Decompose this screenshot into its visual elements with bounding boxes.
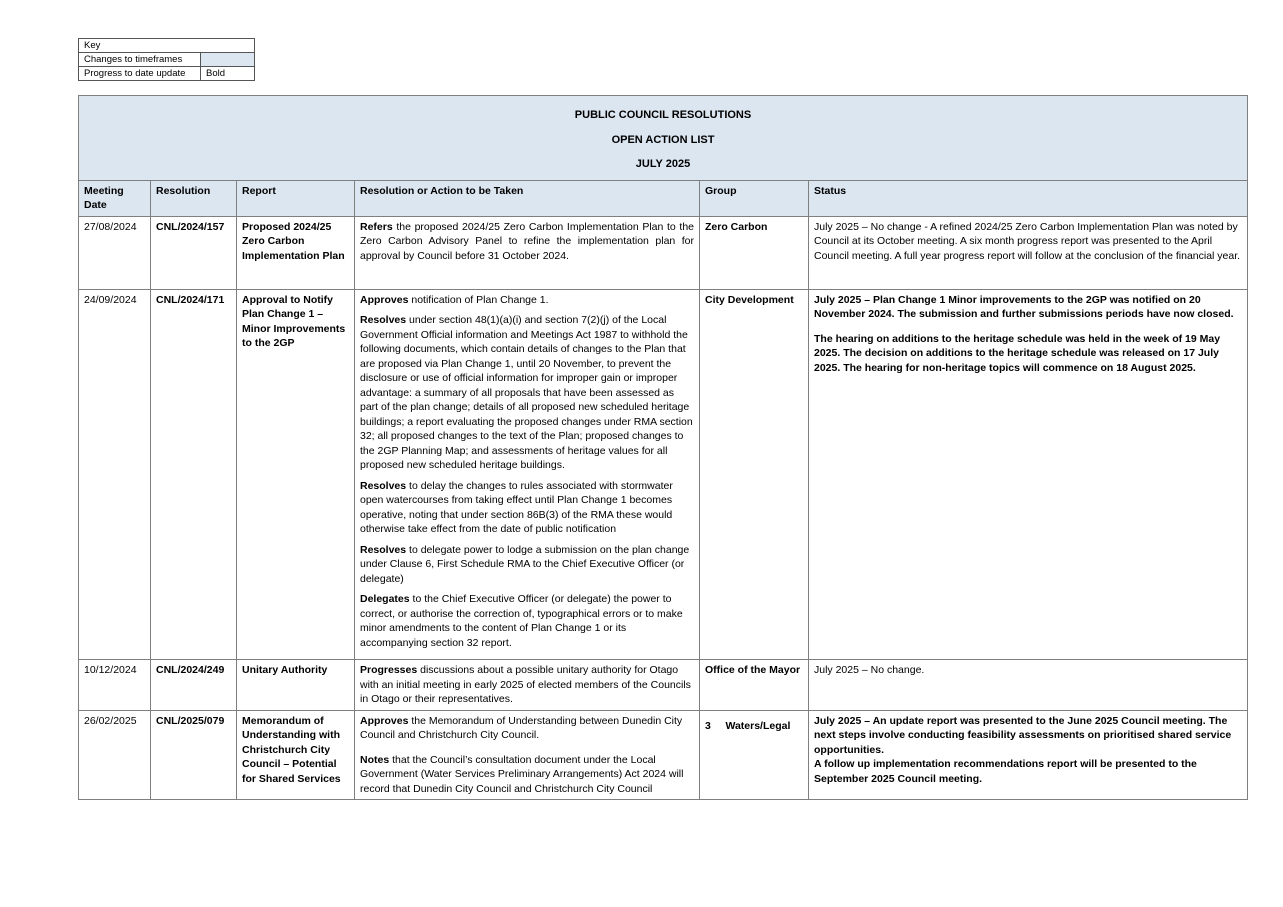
col-report: Report	[237, 180, 355, 216]
row-group: City Development	[700, 289, 809, 660]
col-meeting-date: Meeting Date	[79, 180, 151, 216]
status-paragraph: July 2025 – Plan Change 1 Minor improvements to the 2GP was notified on 20 November 2024. The submission and further submissions periods have now closed.	[814, 293, 1234, 320]
action-verb: Notes	[360, 753, 390, 766]
table-row	[79, 216, 1248, 289]
col-resolution: Resolution	[151, 180, 237, 216]
action-verb: Progresses	[360, 664, 418, 676]
action-text: the Memorandum of Understanding between Dunedin City Council and Christchurch City Council.	[360, 714, 683, 741]
col-group: Group	[700, 180, 809, 216]
row-group: Zero Carbon	[700, 216, 809, 289]
key-title: Key	[79, 39, 255, 53]
row-action	[355, 710, 700, 800]
row-status	[809, 710, 1248, 800]
col-status: Status	[809, 180, 1248, 216]
row-resolution: CNL/2024/157	[151, 216, 237, 289]
row-date: 24/09/2024	[79, 289, 151, 660]
row-group	[700, 710, 809, 800]
action-verb: Resolves	[360, 543, 407, 556]
status-paragraph: July 2025 – An update report was presented to the June 2025 Council meeting. The next steps involve conducting feasibility assessments on prioritised shared service opportunities.	[814, 714, 1232, 756]
action-verb: Approves	[360, 714, 409, 727]
group-number: 3	[705, 719, 711, 732]
key-value-progress: Bold	[201, 67, 255, 81]
row-action	[355, 289, 700, 660]
row-date: 10/12/2024	[79, 660, 151, 711]
row-resolution: CNL/2024/171	[151, 289, 237, 660]
row-resolution: CNL/2024/249	[151, 660, 237, 711]
row-action	[355, 216, 700, 289]
row-status: July 2025 – No change - A refined 2024/25 Zero Carbon Implementation Plan was noted by Council at its October meeting. A six month progress report was presented to the April Council meeting. A full year progress report will follow at the conclusion of the financial year.	[809, 216, 1248, 289]
header-subtitle: OPEN ACTION LIST	[611, 133, 715, 146]
row-resolution: CNL/2025/079	[151, 710, 237, 800]
action-verb: Refers	[360, 220, 393, 233]
row-action	[355, 660, 700, 711]
row-report: Proposed 2024/25 Zero Carbon Implementation Plan	[237, 216, 355, 289]
key-label-progress: Progress to date update	[79, 67, 201, 81]
action-text: under section 48(1)(a)(i) and section 7(2)(j) of the Local Government Official information and Meetings Act 1987 to withhold the following documents, which contain details of changes to the Plan that are proposed via Plan Change 1, until 20 November, to prevent the disclosure or use of official information for improper gain or improper advantage: a summary of all proposals that have been assessed as part of the plan change; details of all proposed new scheduled heritage buildings; a report evaluating the proposed changes under RMA section 32; all proposed changes to the text of the Plan; proposed changes to the 2GP Planning Map; and assessments of heritage values for all proposed new scheduled heritage buildings.	[360, 314, 693, 471]
action-text: to delay the changes to rules associated with stormwater open watercourses from taking effect until Plan Change 1 becomes operative, noting that under section 86B(3) of the RMA these would otherwise take effect from the date of public notification	[360, 479, 673, 535]
table-row	[79, 710, 1248, 800]
action-text: that the Council’s consultation document under the Local Government (Water Services Preliminary Arrangements) Act 2024 will record that Dunedin City Council and Christchurch City Council	[360, 753, 684, 795]
row-report: Memorandum of Understanding with Christchurch City Council – Potential for Shared Services	[237, 710, 355, 800]
action-verb: Resolves	[360, 314, 407, 326]
status-paragraph: The hearing on additions to the heritage schedule was held in the week of 19 May 2025. The decision on additions to the heritage schedule was released on 17 July 2025. The hearing for non-heritage topics will commence on 18 August 2025.	[814, 332, 1221, 374]
group-name: Waters/Legal	[725, 719, 791, 732]
action-text: the proposed 2024/25 Zero Carbon Implementation Plan to the Zero Carbon Advisory Panel to refine the implementation plan for approval by Council before 31 October 2024.	[360, 220, 694, 262]
row-report: Approval to Notify Plan Change 1 – Minor Improvements to the 2GP	[237, 289, 355, 660]
row-status: July 2025 – No change.	[809, 660, 1248, 711]
action-text: to delegate power to lodge a submission on the plan change under Clause 6, First Schedule RMA to the Chief Executive Officer (or delegate)	[360, 543, 690, 585]
row-report: Unitary Authority	[237, 660, 355, 711]
table-row	[79, 660, 1248, 711]
action-verb: Resolves	[360, 479, 407, 492]
row-status	[809, 289, 1248, 660]
action-text: notification of Plan Change 1.	[408, 293, 549, 306]
row-group: Office of the Mayor	[700, 660, 809, 711]
row-date: 26/02/2025	[79, 710, 151, 800]
key-table	[78, 38, 255, 81]
col-action: Resolution or Action to be Taken	[355, 180, 700, 216]
action-verb: Delegates	[360, 593, 410, 605]
header-month: JULY 2025	[635, 158, 691, 170]
table-header	[79, 96, 1248, 181]
resolutions-table	[78, 95, 1248, 800]
header-title: PUBLIC COUNCIL RESOLUTIONS	[574, 109, 752, 121]
status-paragraph: A follow up implementation recommendations report will be presented to the September 2025 Council meeting.	[814, 758, 1197, 785]
action-text: to the Chief Executive Officer (or delegate) the power to correct, or authorise the correction of, typographical errors or to make minor amendments to the content of Plan Change 1 or its accompanying section 32 report.	[360, 593, 683, 649]
key-swatch-timeframes	[201, 53, 255, 67]
row-date: 27/08/2024	[79, 216, 151, 289]
key-label-timeframes: Changes to timeframes	[79, 53, 201, 67]
action-verb: Approves	[360, 293, 409, 306]
table-row	[79, 289, 1248, 660]
action-text: discussions about a possible unitary authority for Otago with an initial meeting in early 2025 of elected members of the Councils in Otago or their representatives.	[360, 664, 691, 705]
